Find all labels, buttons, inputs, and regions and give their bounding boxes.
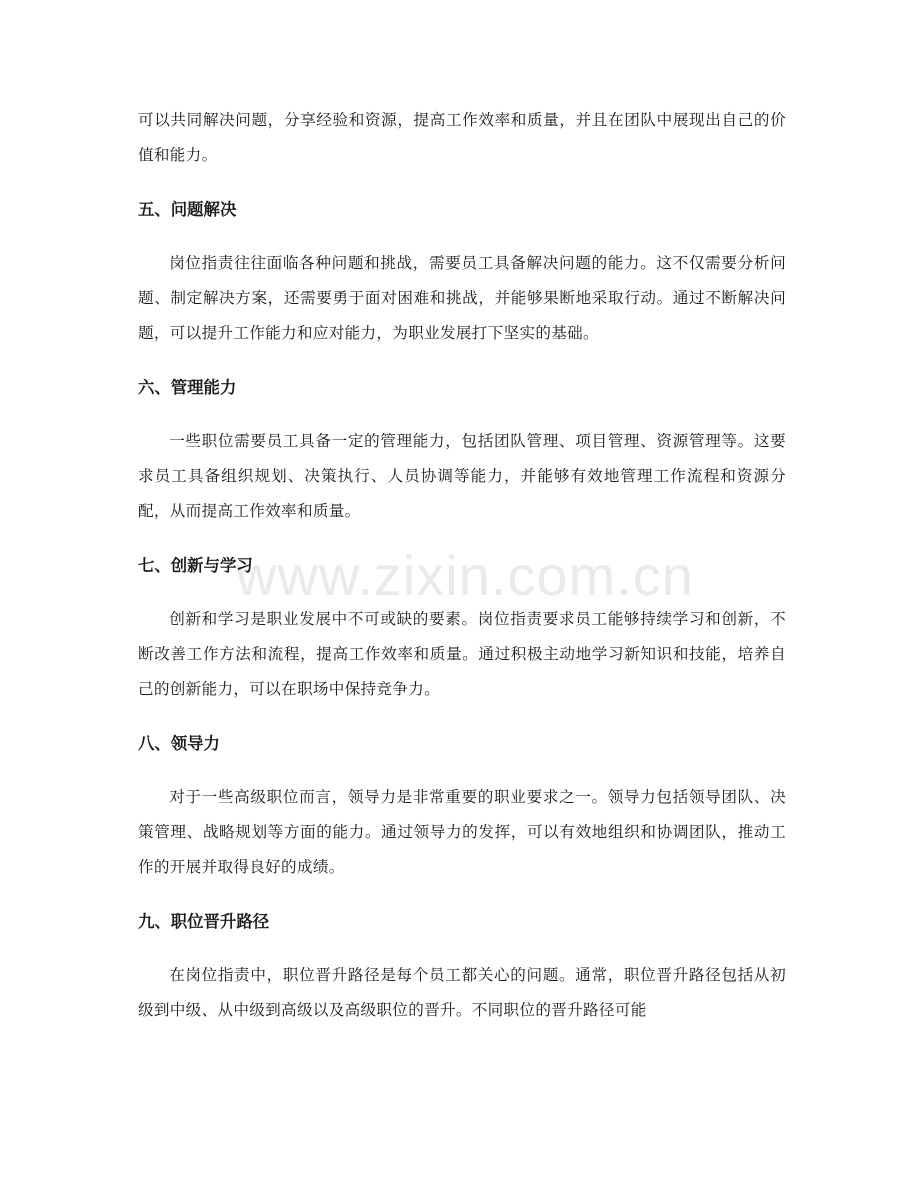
section-paragraph-9: 在岗位指责中，职位晋升路径是每个员工都关心的问题。通常，职位晋升路径包括从初级到中级、从中级到高级以及高级职位的晋升。不同职位的晋升路径可能 [138, 966, 786, 1019]
section-paragraph-6: 一些职位需要员工具备一定的管理能力，包括团队管理、项目管理、资源管理等。这要求员工具备组织规划、决策执行、人员协调等能力，并能够有效地管理工作流程和资源分配，从而提高工作效率和质量。 [138, 432, 786, 520]
section-paragraph-5: 岗位指责往往面临各种问题和挑战，需要员工具备解决问题的能力。这不仅需要分析问题、制定解决方案，还需要勇于面对困难和挑战，并能够果断地采取行动。通过不断解决问题，可以提升工作能力和应对能力，为职业发展打下坚实的基础。 [138, 254, 786, 342]
section-paragraph-7: 创新和学习是职业发展中不可或缺的要素。岗位指责要求员工能够持续学习和创新，不断改善工作方法和流程，提高工作效率和质量。通过积极主动地学习新知识和技能，培养自己的创新能力，可以在职场中保持竞争力。 [138, 610, 786, 698]
section-heading-6: 六、管理能力 [138, 378, 237, 397]
watermark: www.zixin.com.cn [236, 544, 694, 607]
section-heading-9: 九、职位晋升路径 [138, 912, 270, 931]
intro-paragraph: 可以共同解决问题，分享经验和资源，提高工作效率和质量，并且在团队中展现出自己的价值和能力。 [138, 111, 786, 164]
section-paragraph-8: 对于一些高级职位而言，领导力是非常重要的职业要求之一。领导力包括领导团队、决策管理、战略规划等方面的能力。通过领导力的发挥，可以有效地组织和协调团队，推动工作的开展并取得良好的成绩。 [138, 788, 786, 876]
document-content [138, 103, 786, 1028]
section-heading-5: 五、问题解决 [138, 200, 237, 219]
section-heading-7: 七、创新与学习 [138, 556, 253, 575]
section-heading-8: 八、领导力 [138, 734, 220, 753]
